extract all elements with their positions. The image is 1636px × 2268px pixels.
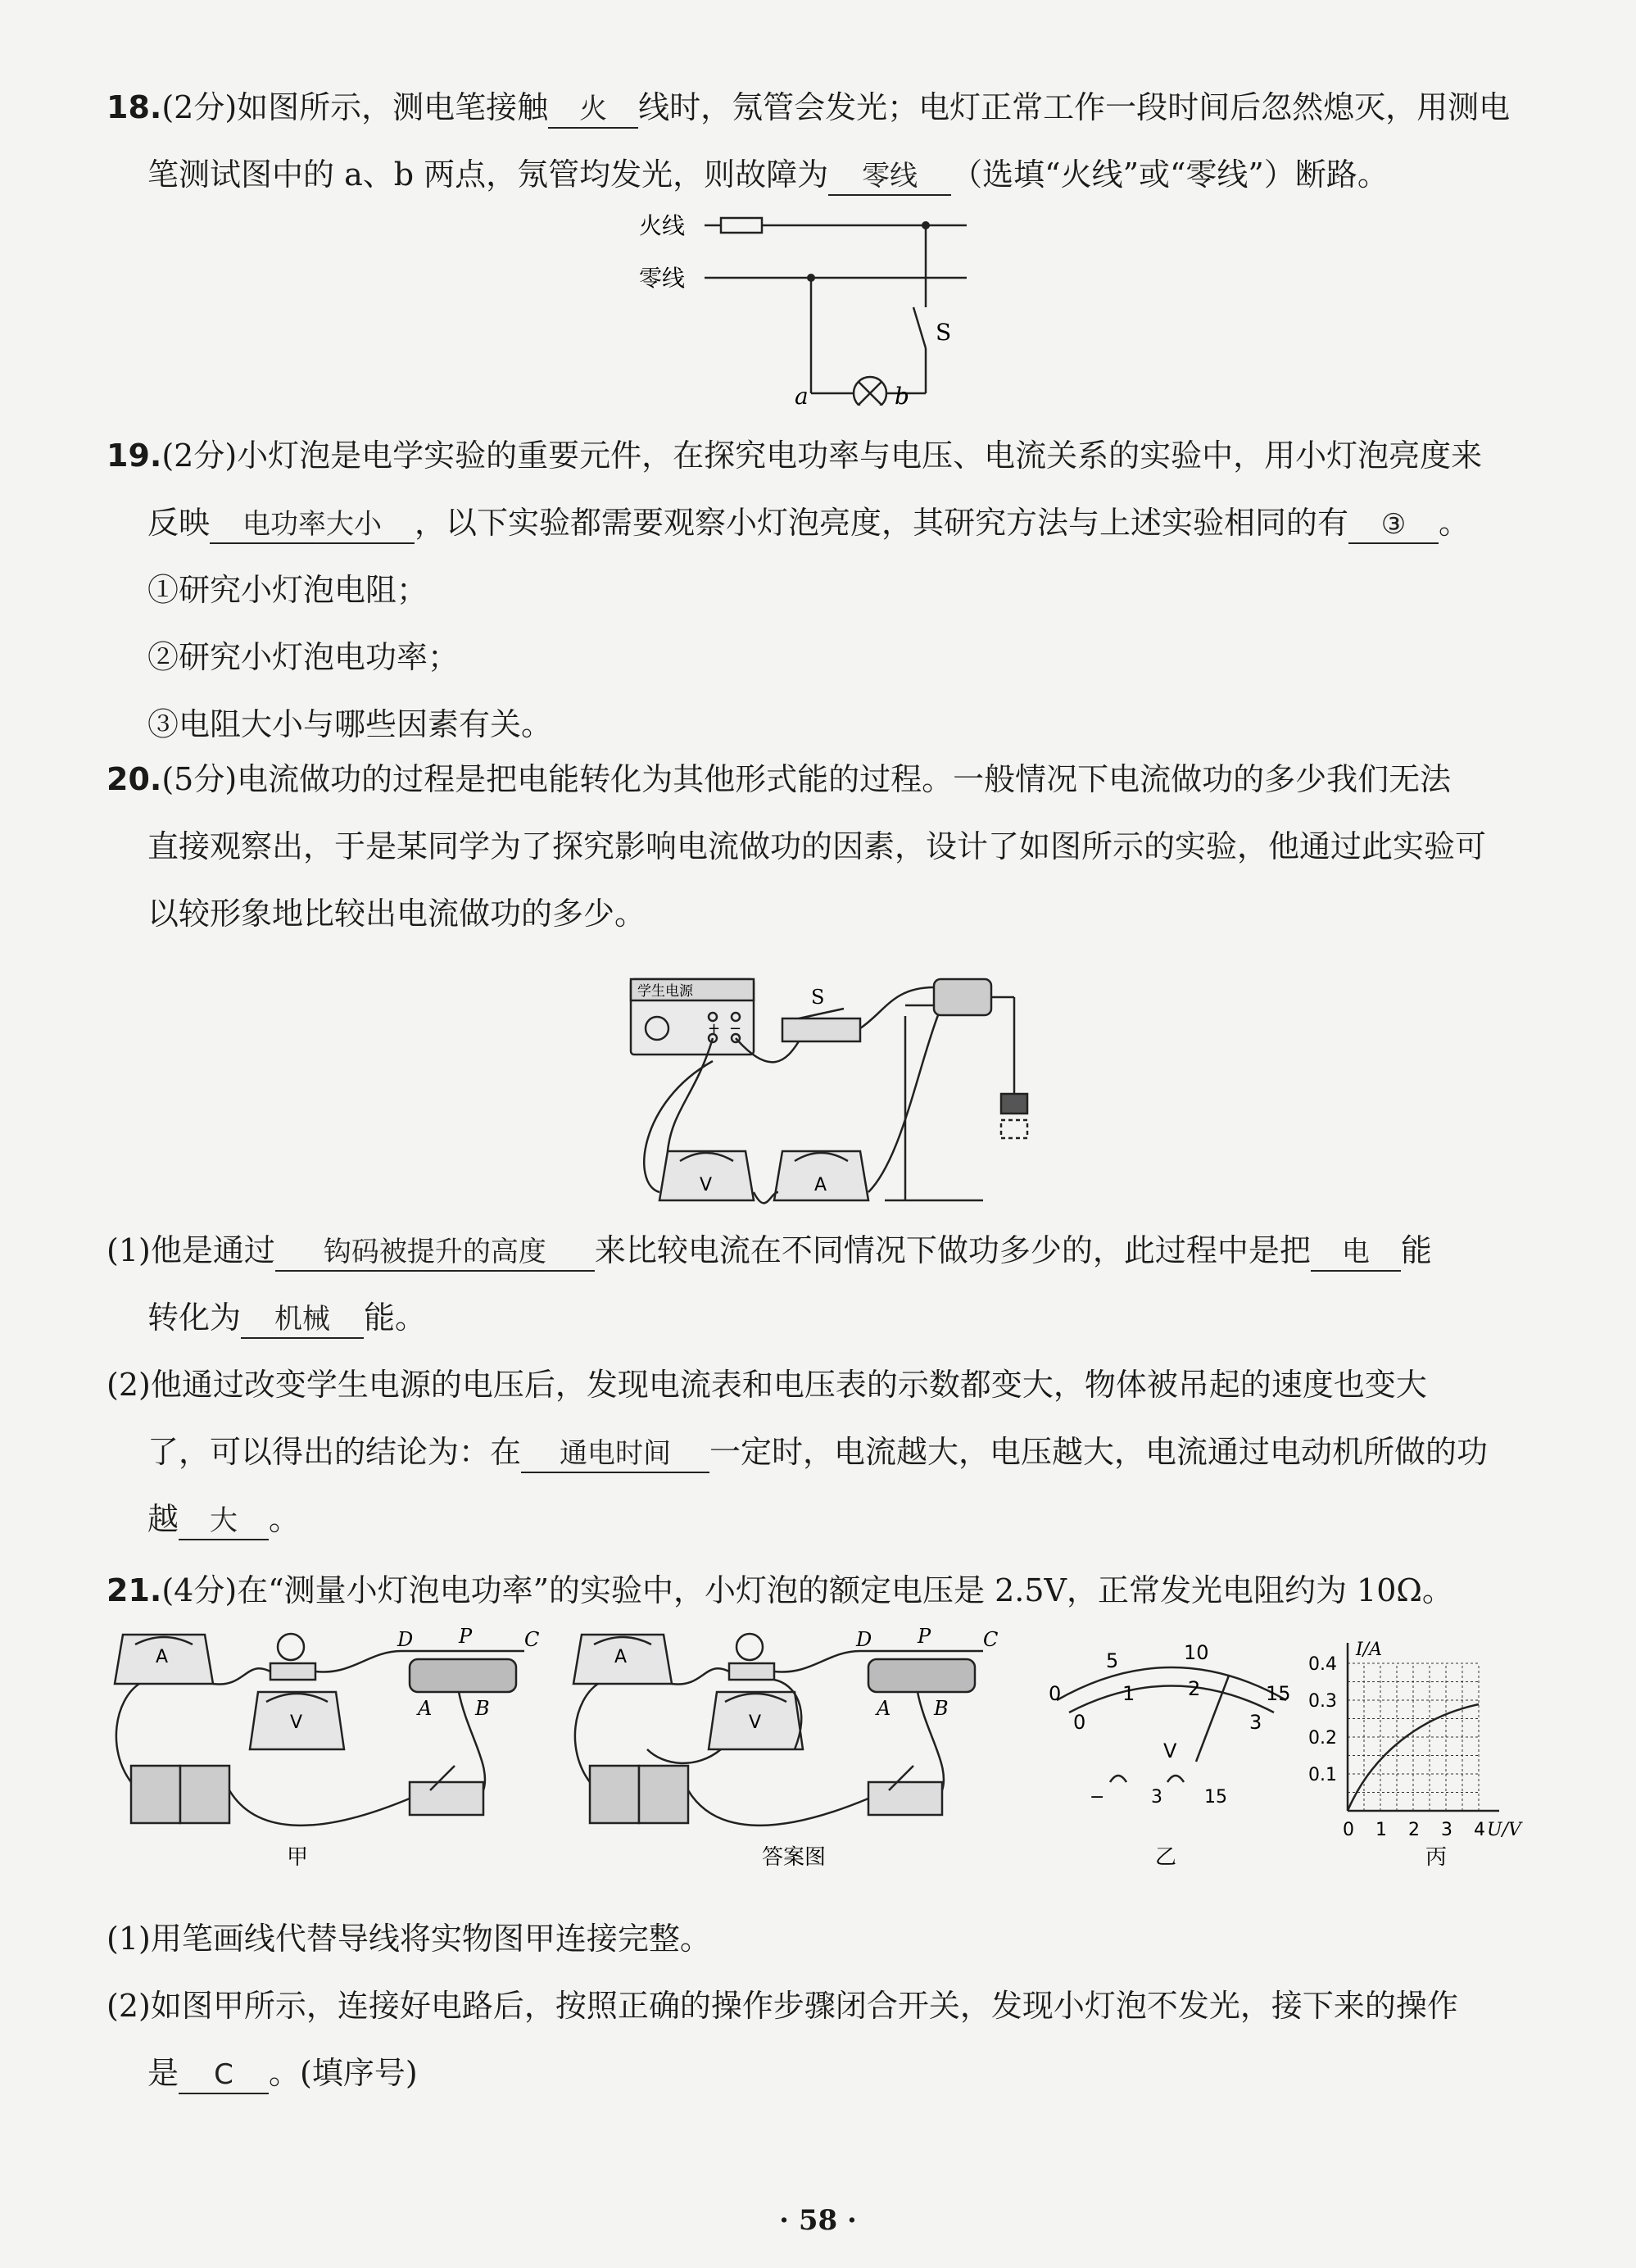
question-number: 20.: [106, 761, 162, 797]
answer-blank: 电功率大小: [210, 506, 415, 544]
question-text: 一定时，电流越大，电压越大，电流通过电动机所做的功: [709, 1434, 1489, 1470]
x-tick-label: 2: [1408, 1820, 1420, 1840]
figure-21: [106, 1626, 1548, 1880]
question-text: (1)他是通过: [106, 1232, 275, 1268]
question-20-parts: [106, 1217, 1524, 1553]
ammeter-label: A: [614, 1647, 628, 1667]
question-text: 。: [269, 1501, 301, 1537]
question-number: 19.: [106, 438, 162, 474]
meter-top-scale: 5: [1106, 1649, 1119, 1672]
x-axis-label: U/V: [1487, 1820, 1521, 1840]
terminal-a-label: A: [877, 1697, 891, 1720]
y-axis-label: I/A: [1356, 1640, 1382, 1660]
slider-p-label: P: [459, 1626, 473, 1648]
terminal-a-label: A: [418, 1697, 433, 1720]
part-1-cont: [106, 1284, 1524, 1351]
question-text: 能: [1400, 1232, 1432, 1268]
option-3: ③电阻大小与哪些因素有关。: [147, 706, 553, 742]
answer-blank: 机械: [241, 1301, 364, 1339]
part-2: (2)他通过改变学生电源的电压后，发现电流表和电压表的示数都变大，物体被吊起的速度也变大: [106, 1367, 1427, 1403]
y-tick-label: 0.4: [1308, 1654, 1337, 1675]
question-number: 21.: [106, 1572, 162, 1608]
question-text: 了，可以得出的结论为：在: [147, 1434, 522, 1470]
question-text: 以较形象地比较出电流做功的多少。: [147, 896, 646, 932]
question-text: 是: [147, 2055, 179, 2091]
iv-graph: [1308, 1640, 1523, 1840]
answer-blank: ③: [1348, 506, 1439, 544]
part-1: (1)用笔画线代替导线将实物图甲连接完整。: [106, 1921, 711, 1957]
x-tick-label: 4: [1474, 1820, 1485, 1840]
question-text: 。(填序号): [269, 2055, 418, 2091]
answer-blank: 通电时间: [521, 1436, 709, 1473]
terminal-c-label: C: [524, 1628, 540, 1651]
x-tick-label: 0: [1343, 1820, 1354, 1840]
terminal-d-label: D: [397, 1628, 414, 1651]
voltmeter-label: V: [290, 1712, 303, 1733]
figure-21-diagram: [106, 1626, 1548, 1880]
question-number: 18.: [106, 89, 162, 125]
neutral-wire-label: 零线: [639, 265, 686, 292]
junction-dot: [807, 274, 815, 282]
y-tick-label: 0.3: [1308, 1691, 1337, 1712]
circuit-figure-18: [639, 209, 983, 406]
question-text: ，以下实验都需要观察小灯泡亮度，其研究方法与上述实验相同的有: [415, 505, 1349, 541]
answer-blank: C: [179, 2057, 269, 2094]
question-text: (2分)如图所示，测电笔接触: [161, 89, 549, 125]
part-2-end: [106, 1486, 1524, 1553]
meter-terminal: 3: [1151, 1787, 1162, 1808]
voltmeter-label: V: [749, 1712, 762, 1733]
question-text: 转化为: [147, 1300, 242, 1336]
terminal-b-label: B: [934, 1697, 949, 1720]
caption-yi: 乙: [1155, 1845, 1177, 1870]
switch-label: S: [936, 319, 952, 346]
power-supply-label: 学生电源: [637, 983, 693, 1000]
answer-blank: 火: [548, 91, 638, 129]
meter-top-scale: 15: [1266, 1682, 1291, 1705]
question-text: 线时，氖管会发光；电灯正常工作一段时间后忽然熄灭，用测电: [638, 89, 1511, 125]
question-18: [106, 74, 1524, 208]
circuit-diagram: [639, 209, 983, 406]
part-2-cont: [106, 2039, 1524, 2107]
question-text: (5分)电流做功的过程是把电能转化为其他形式能的过程。一般情况下电流做功的多少我们无法: [161, 761, 1452, 797]
answer-blank: 电: [1311, 1234, 1401, 1272]
point-b-label: b: [895, 383, 909, 406]
y-tick-label: 0.1: [1308, 1765, 1337, 1785]
meter-bottom-scale: 1: [1122, 1682, 1135, 1705]
plus-terminal: +: [708, 1020, 721, 1037]
meter-top-scale: 10: [1184, 1641, 1209, 1664]
meter-bottom-scale: 2: [1188, 1677, 1201, 1700]
switch-label: S: [811, 986, 825, 1009]
answer-blank: 钩码被提升的高度: [275, 1234, 595, 1272]
option-1: ①研究小灯泡电阻；: [147, 572, 428, 608]
motor-experiment-diagram: [623, 946, 1049, 1209]
page-number: · 58 ·: [779, 2204, 857, 2237]
x-tick-label: 1: [1375, 1820, 1387, 1840]
meter-terminal: 15: [1204, 1787, 1227, 1808]
question-19: [106, 422, 1524, 758]
meter-top-scale: 0: [1049, 1682, 1062, 1705]
answer-blank: 大: [179, 1503, 269, 1540]
y-tick-label: 0.2: [1308, 1728, 1337, 1749]
meter-bottom-scale: 0: [1073, 1711, 1086, 1734]
part-2: (2)如图甲所示，连接好电路后，按照正确的操作步骤闭合开关，发现小灯泡不发光，接下来的操作: [106, 1988, 1458, 2024]
question-text: (4分)在“测量小灯泡电功率”的实验中，小灯泡的额定电压是 2.5V，正常发光电阻约为 10Ω。: [161, 1572, 1453, 1608]
meter-unit-label: V: [1163, 1740, 1177, 1762]
question-text: 越: [147, 1501, 179, 1537]
junction-dot: [922, 221, 930, 229]
minus-terminal: −: [729, 1020, 742, 1037]
question-text: 直接观察出，于是某同学为了探究影响电流做功的因素，设计了如图所示的实验，他通过此实验可: [147, 828, 1487, 864]
ammeter-label: A: [814, 1175, 827, 1195]
ammeter-label: A: [156, 1647, 169, 1667]
part-2-cont: [106, 1418, 1524, 1486]
x-tick-label: 3: [1441, 1820, 1452, 1840]
terminal-b-label: B: [475, 1697, 490, 1720]
terminal-d-label: D: [856, 1628, 872, 1651]
question-text: 来比较电流在不同情况下做功多少的，此过程中是把: [594, 1232, 1311, 1268]
meter-terminal: −: [1090, 1787, 1105, 1808]
question-text: （选填“火线”或“零线”）断路。: [951, 156, 1389, 193]
question-text: 反映: [147, 505, 211, 541]
part-1: [106, 1217, 1524, 1284]
question-text: (2分)小灯泡是电学实验的重要元件，在探究电功率与电压、电流关系的实验中，用小灯泡亮度来: [161, 438, 1483, 474]
answer-blank: 零线: [828, 158, 951, 196]
slider-p-label: P: [918, 1626, 931, 1648]
question-text: 笔测试图中的 a、b 两点，氖管均发光，则故障为: [147, 156, 829, 193]
question-text: 。: [1439, 505, 1471, 541]
caption-answer-figure: 答案图: [762, 1845, 827, 1870]
option-2: ②研究小灯泡电功率；: [147, 639, 460, 675]
caption-bing: 丙: [1425, 1845, 1448, 1870]
meter-bottom-scale: 3: [1249, 1711, 1262, 1734]
question-21: [106, 1557, 1524, 1624]
terminal-c-label: C: [983, 1628, 999, 1651]
voltmeter-label: V: [700, 1175, 713, 1195]
question-20: [106, 746, 1524, 947]
point-a-label: a: [795, 383, 809, 406]
motor-experiment-figure: [623, 946, 1049, 1209]
caption-jia: 甲: [287, 1845, 309, 1870]
question-text: 能。: [364, 1300, 427, 1336]
live-wire-label: 火线: [639, 212, 686, 239]
question-21-parts: [106, 1905, 1524, 2107]
